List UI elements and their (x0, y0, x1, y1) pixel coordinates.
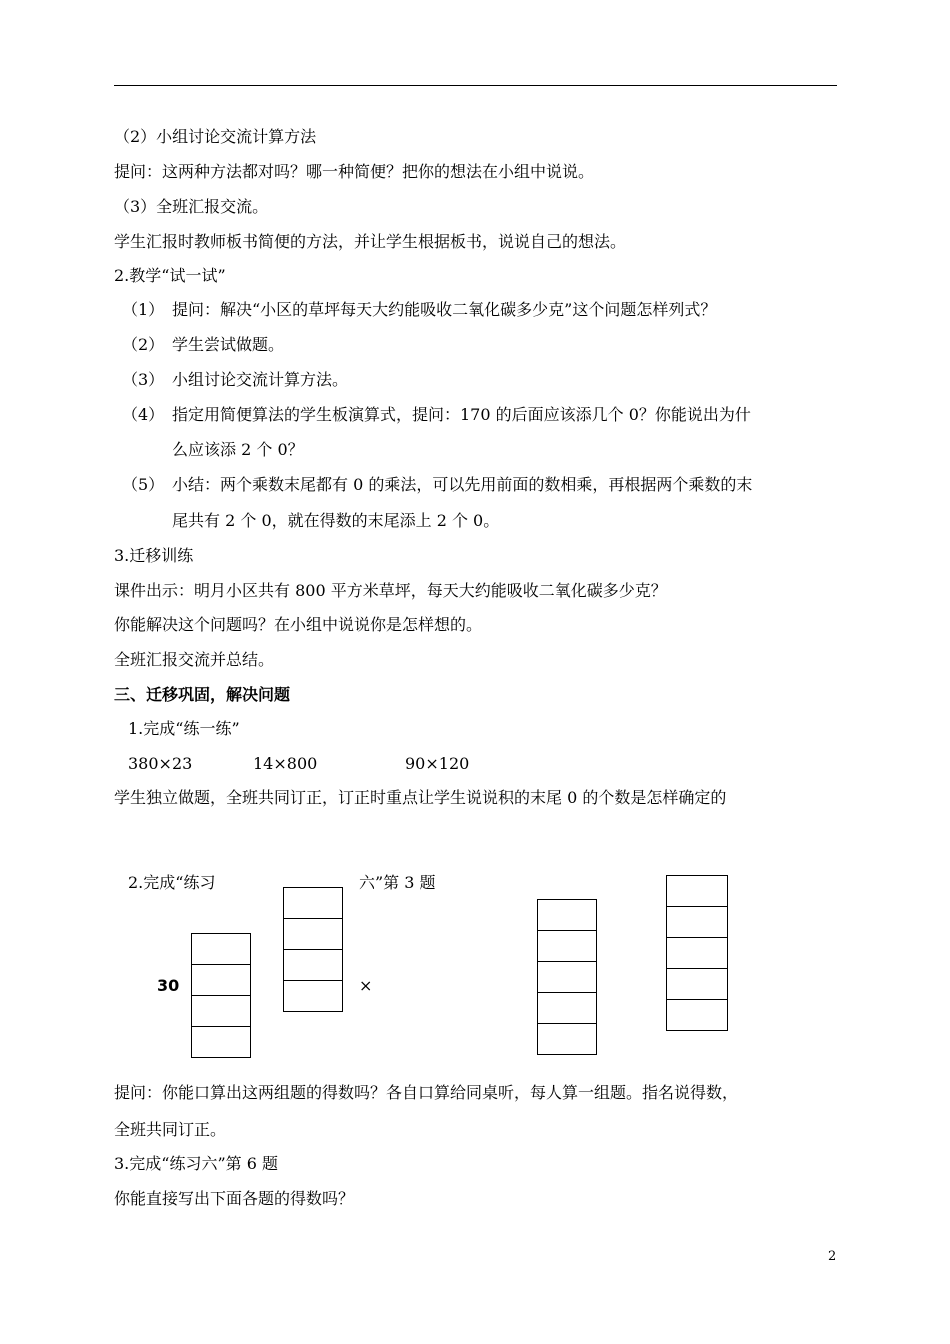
page-number: 2 (828, 1249, 837, 1264)
box-column (666, 875, 728, 1031)
box-column (283, 887, 343, 1012)
list-text: 学生尝试做题。 (172, 335, 285, 354)
calc-expression: 90×120 (405, 754, 470, 773)
list-text-continued: 么应该添 2 个 0？ (172, 440, 304, 459)
answer-box (191, 933, 251, 965)
calc-expression: 380×23 (128, 754, 193, 773)
paragraph-line: 课件出示：明月小区共有 800 平方米草坪，每天大约能吸收二氧化碳多少克？ (114, 581, 667, 600)
section-heading: 3.完成“练习六”第 6 题 (114, 1154, 278, 1173)
paragraph-line: （2）小组讨论交流计算方法 (114, 127, 317, 146)
answer-box (537, 1023, 597, 1055)
answer-box (537, 899, 597, 931)
answer-box (537, 930, 597, 962)
list-number: （3） (122, 370, 165, 389)
list-text-continued: 尾共有 2 个 0，就在得数的末尾添上 2 个 0。 (172, 511, 500, 530)
answer-box (283, 949, 343, 981)
times-sign: × (359, 976, 373, 995)
paragraph-line: （3）全班汇报交流。 (114, 197, 269, 216)
answer-box (191, 964, 251, 996)
list-number: （4） (122, 405, 165, 424)
section-heading: 2.教学“试一试” (114, 266, 226, 285)
number-label: 30 (157, 976, 180, 995)
answer-box (666, 937, 728, 969)
paragraph-line: 学生独立做题，全班共同订正，订正时重点让学生说说积的末尾 0 的个数是怎样确定的 (114, 788, 727, 807)
chapter-heading: 三、迁移巩固，解决问题 (114, 685, 291, 704)
answer-box (537, 961, 597, 993)
answer-box (283, 980, 343, 1012)
header-rule (114, 85, 837, 86)
list-text: 小组讨论交流计算方法。 (172, 370, 349, 389)
list-text: 小结：两个乘数末尾都有 0 的乘法，可以先用前面的数相乘，再根据两个乘数的末 (172, 475, 753, 494)
section-heading: 3.迁移训练 (114, 546, 194, 565)
paragraph-line: 你能直接写出下面各题的得数吗？ (114, 1189, 355, 1208)
answer-box (666, 906, 728, 938)
paragraph-line: 提问：这两种方法都对吗？哪一种简便？把你的想法在小组中说说。 (114, 162, 595, 181)
section-heading: 1.完成“练一练” (128, 719, 240, 738)
answer-box (666, 999, 728, 1031)
answer-box (666, 875, 728, 907)
answer-box (666, 968, 728, 1000)
answer-box (283, 918, 343, 950)
answer-box (283, 887, 343, 919)
paragraph-line: 学生汇报时教师板书简便的方法，并让学生根据板书，说说自己的想法。 (114, 232, 627, 251)
calc-expression: 14×800 (253, 754, 318, 773)
list-number: （2） (122, 335, 165, 354)
list-text: 提问：解决“小区的草坪每天大约能吸收二氧化碳多少克”这个问题怎样列式？ (172, 300, 717, 319)
section-heading: 六”第 3 题 (359, 873, 436, 892)
box-column (191, 933, 251, 1058)
section-heading: 2.完成“练习 (128, 873, 216, 892)
box-column (537, 899, 597, 1055)
paragraph-line: 全班汇报交流并总结。 (114, 650, 275, 669)
list-number: （1） (122, 300, 165, 319)
paragraph-line: 你能解决这个问题吗？在小组中说说你是怎样想的。 (114, 615, 483, 634)
answer-box (191, 995, 251, 1027)
paragraph-line: 全班共同订正。 (114, 1120, 227, 1139)
list-text: 指定用简便算法的学生板演算式，提问：170 的后面应该添几个 0？你能说出为什 (172, 405, 751, 424)
list-number: （5） (122, 475, 165, 494)
paragraph-line: 提问：你能口算出这两组题的得数吗？各自口算给同桌听，每人算一组题。指名说得数， (114, 1083, 739, 1102)
answer-box (537, 992, 597, 1024)
answer-box (191, 1026, 251, 1058)
